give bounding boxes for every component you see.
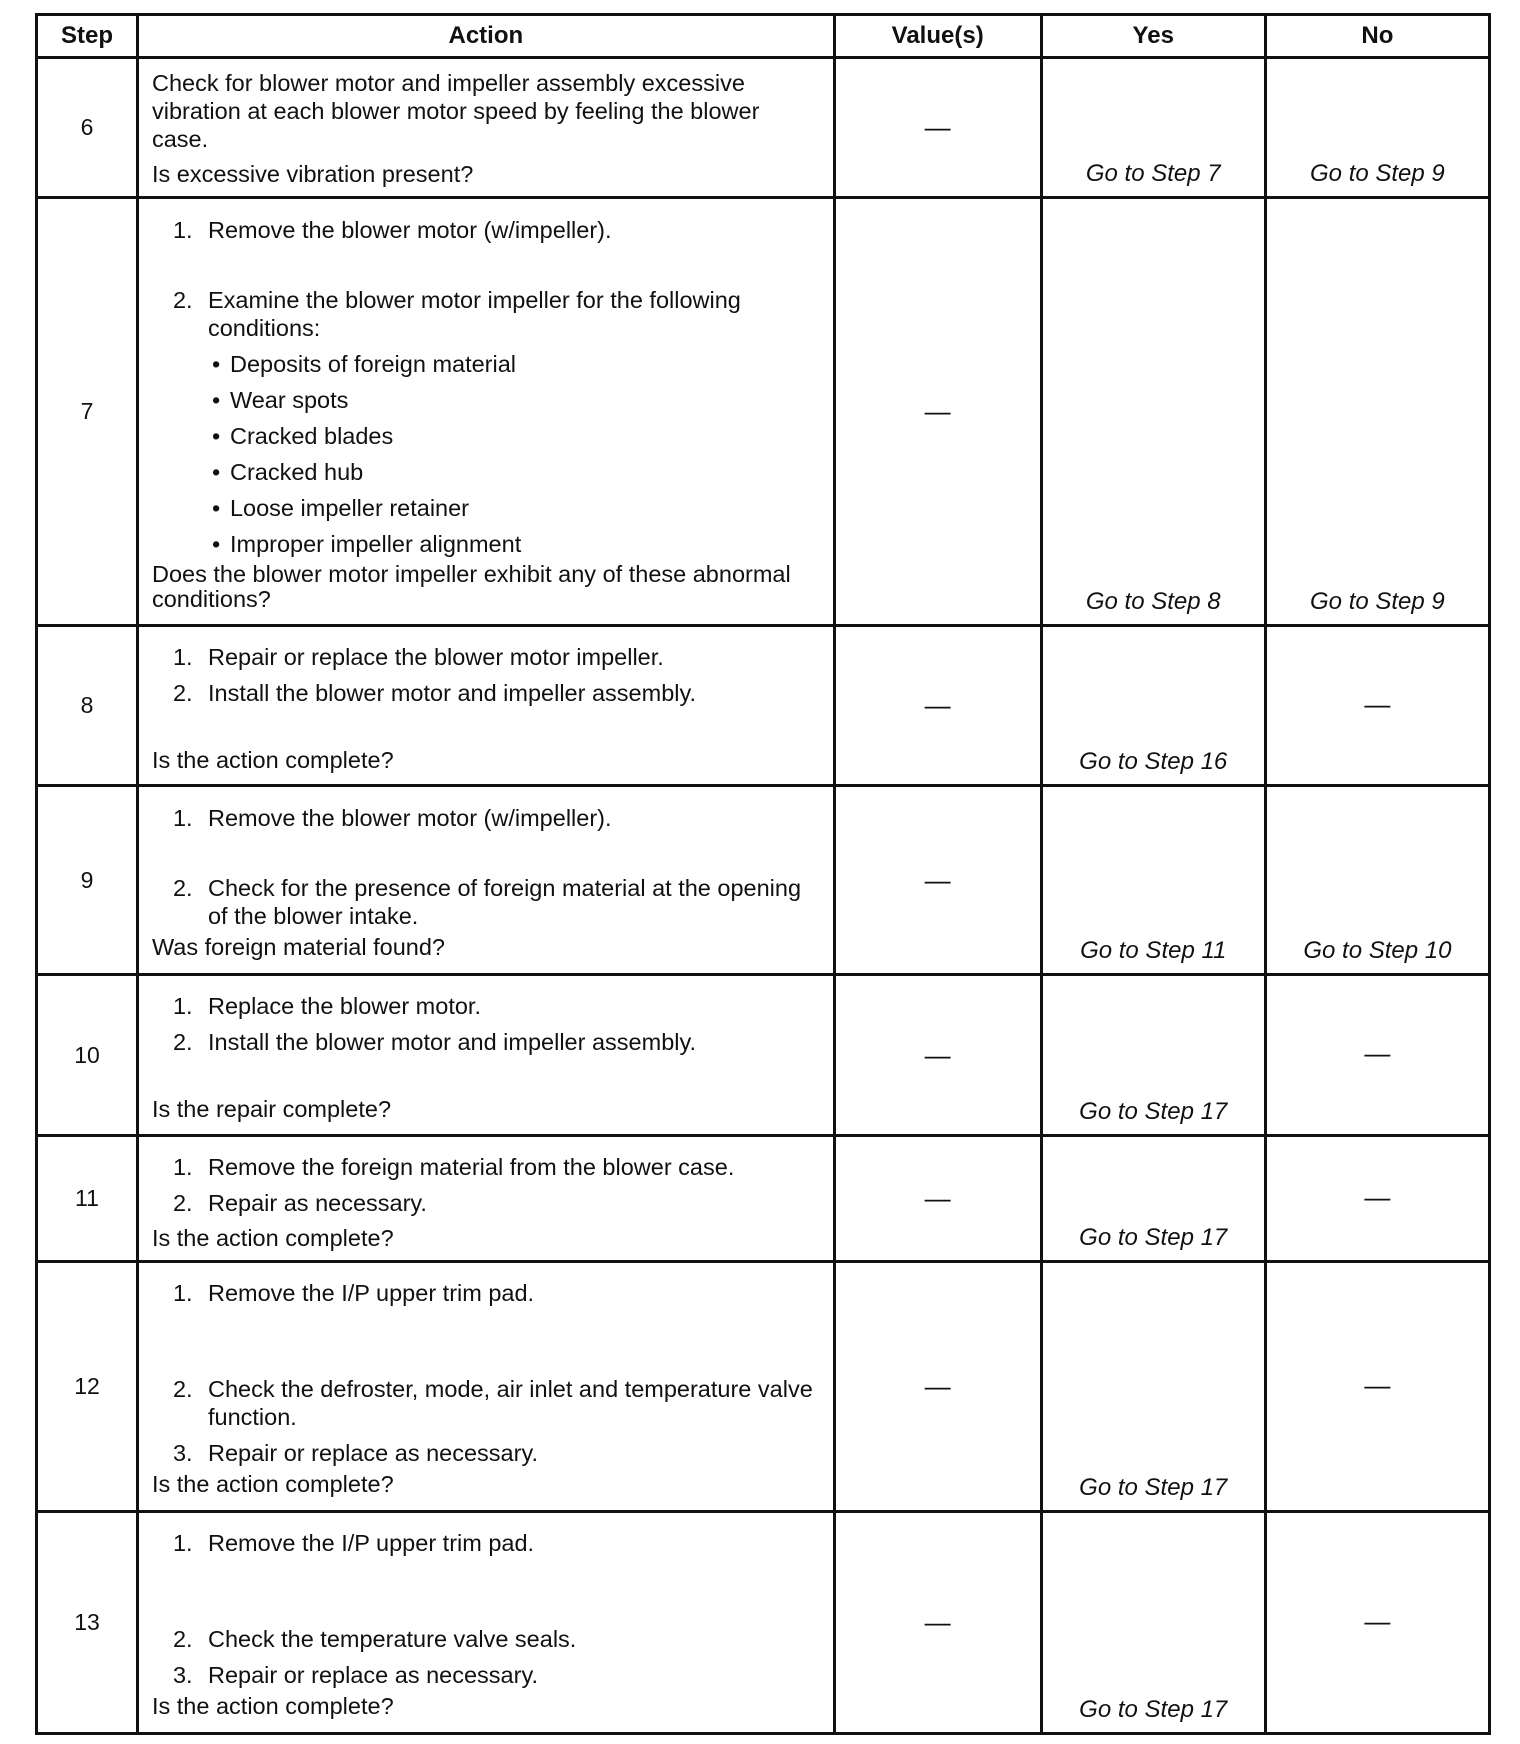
- table-row: [37, 786, 1490, 975]
- value-cell: —: [834, 1512, 1041, 1734]
- table-row: [37, 626, 1490, 786]
- action-cell: [137, 1512, 834, 1734]
- action-question: Was foreign material found?: [151, 934, 445, 960]
- action-cell: [137, 58, 834, 198]
- no-cell: [1265, 58, 1489, 198]
- yes-goto: Go to Step 16: [1079, 748, 1228, 775]
- header-row: [37, 15, 1490, 58]
- no-cell: [1265, 198, 1489, 626]
- yes-goto: Go to Step 17: [1079, 1474, 1228, 1501]
- header-value: Value(s): [834, 15, 1041, 58]
- table-row: [37, 975, 1490, 1136]
- action-question: Is the repair complete?: [151, 1096, 392, 1122]
- header-no: No: [1265, 15, 1489, 58]
- diagnostic-table: [35, 13, 1491, 1735]
- action-item: 2. Repair as necessary.: [172, 1190, 427, 1216]
- table-row: [37, 1136, 1490, 1262]
- no-cell: [1265, 626, 1489, 786]
- table-row: [37, 1262, 1490, 1512]
- step-number: 11: [37, 1136, 138, 1262]
- action-question: Is excessive vibration present?: [151, 161, 474, 187]
- no-dash: —: [1364, 1605, 1391, 1636]
- action-cell: [137, 1136, 834, 1262]
- no-cell: [1265, 975, 1489, 1136]
- no-cell: [1265, 1512, 1489, 1734]
- yes-cell: [1041, 626, 1265, 786]
- no-dash: —: [1364, 1037, 1391, 1068]
- value-cell: —: [834, 1136, 1041, 1262]
- action-item: 1. Repair or replace the blower motor impeller.: [172, 644, 664, 670]
- yes-cell: [1041, 58, 1265, 198]
- action-paragraph: Check for blower motor and impeller assembly excessive vibration at each blower motor speed by feeling the blower case.: [151, 70, 760, 152]
- yes-cell: [1041, 1262, 1265, 1512]
- action-item: 2. Install the blower motor and impeller assembly.: [172, 680, 697, 706]
- action-item: 2. Check the temperature valve seals.: [172, 1626, 577, 1652]
- action-cell: [137, 975, 834, 1136]
- header-step: Step: [37, 15, 138, 58]
- step-number: 8: [37, 626, 138, 786]
- action-cell: [137, 786, 834, 975]
- yes-cell: [1041, 198, 1265, 626]
- table-row: [37, 198, 1490, 626]
- table-row: [37, 58, 1490, 198]
- action-item: 1. Replace the blower motor.: [172, 993, 481, 1019]
- action-cell: [137, 626, 834, 786]
- yes-goto: Go to Step 17: [1079, 1696, 1228, 1723]
- condition-bullet: • Deposits of foreign material: [152, 350, 819, 378]
- yes-goto: Go to Step 17: [1079, 1224, 1228, 1251]
- step-number: 7: [37, 198, 138, 626]
- header-yes: Yes: [1041, 15, 1265, 58]
- yes-goto: Go to Step 11: [1080, 937, 1227, 964]
- yes-cell: [1041, 1512, 1265, 1734]
- no-dash: —: [1364, 1181, 1391, 1212]
- action-question: Is the action complete?: [151, 1225, 394, 1251]
- action-question: Is the action complete?: [151, 1471, 394, 1497]
- value-cell: —: [834, 626, 1041, 786]
- condition-bullet: • Cracked blades: [152, 422, 819, 450]
- condition-bullet: • Loose impeller retainer: [152, 494, 819, 522]
- action-question: Is the action complete?: [151, 1693, 394, 1719]
- yes-goto: Go to Step 8: [1085, 588, 1221, 615]
- yes-goto: Go to Step 7: [1085, 160, 1221, 187]
- condition-bullet: • Cracked hub: [152, 458, 819, 486]
- action-item: 1. Remove the foreign material from the blower case.: [172, 1154, 735, 1180]
- action-item: 2. Install the blower motor and impeller assembly.: [172, 1029, 697, 1055]
- no-cell: [1265, 1136, 1489, 1262]
- condition-bullet: • Improper impeller alignment: [152, 530, 819, 558]
- step-number: 9: [37, 786, 138, 975]
- action-item: 1. Remove the I/P upper trim pad.: [172, 1530, 535, 1556]
- value-cell: —: [834, 198, 1041, 626]
- no-goto: Go to Step 9: [1310, 588, 1445, 615]
- condition-bullet: • Wear spots: [152, 386, 819, 414]
- step-number: 6: [37, 58, 138, 198]
- value-cell: —: [834, 975, 1041, 1136]
- yes-cell: [1041, 975, 1265, 1136]
- header-action: Action: [137, 15, 834, 58]
- no-dash: —: [1364, 1369, 1391, 1400]
- no-dash: —: [1364, 688, 1391, 719]
- yes-goto: Go to Step 17: [1079, 1098, 1228, 1125]
- no-cell: [1265, 786, 1489, 975]
- step-number: 13: [37, 1512, 138, 1734]
- yes-cell: [1041, 786, 1265, 975]
- action-item: 1. Remove the I/P upper trim pad.: [172, 1280, 535, 1306]
- action-cell: [137, 198, 834, 626]
- step-number: 10: [37, 975, 138, 1136]
- action-item: 2. Check for the presence of foreign material at the opening of the blower intake.: [172, 875, 802, 929]
- table-row: [37, 1512, 1490, 1734]
- action-item: 2. Examine the blower motor impeller for the following conditions:: [172, 287, 741, 341]
- action-item: 1. Remove the blower motor (w/impeller).: [172, 217, 612, 243]
- value-cell: —: [834, 786, 1041, 975]
- value-cell: —: [834, 58, 1041, 198]
- action-item: 2. Check the defroster, mode, air inlet and temperature valve function.: [172, 1376, 813, 1430]
- no-cell: [1265, 1262, 1489, 1512]
- no-goto: Go to Step 10: [1303, 937, 1452, 964]
- yes-cell: [1041, 1136, 1265, 1262]
- action-question: Does the blower motor impeller exhibit any of these abnormal conditions?: [151, 561, 791, 612]
- action-item: 1. Remove the blower motor (w/impeller).: [172, 805, 612, 831]
- action-cell: [137, 1262, 834, 1512]
- action-question: Is the action complete?: [151, 747, 394, 773]
- action-item: 3. Repair or replace as necessary.: [172, 1662, 538, 1688]
- step-number: 12: [37, 1262, 138, 1512]
- no-goto: Go to Step 9: [1310, 160, 1445, 187]
- action-item: 3. Repair or replace as necessary.: [172, 1440, 538, 1466]
- value-cell: —: [834, 1262, 1041, 1512]
